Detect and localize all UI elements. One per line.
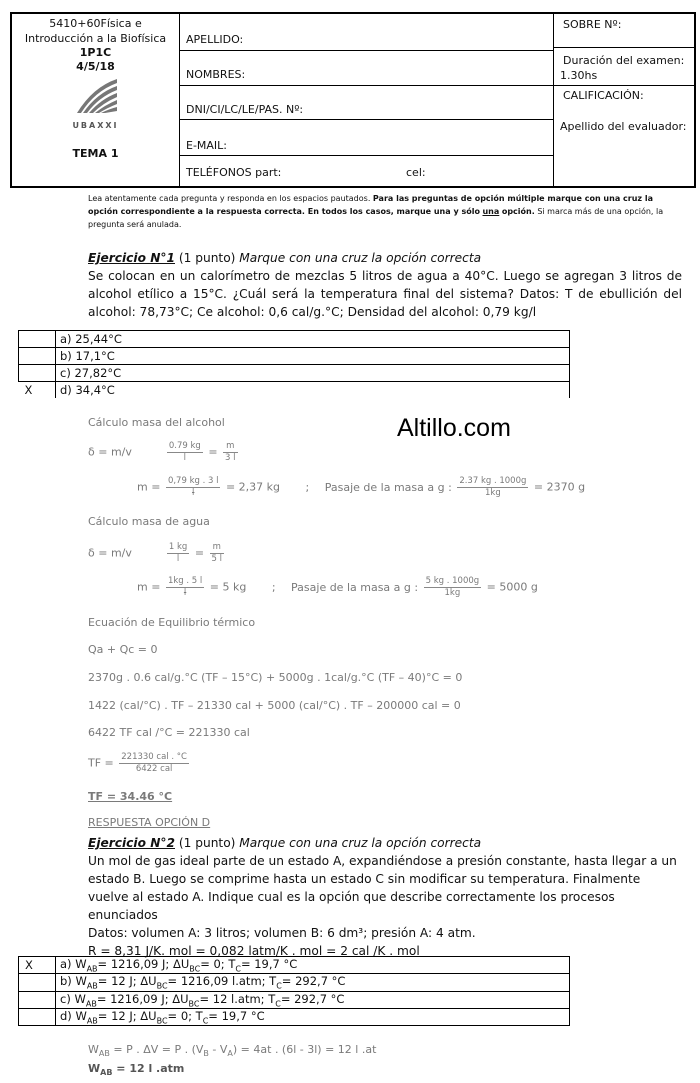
option-row[interactable] xyxy=(19,365,570,382)
nombres-field[interactable] xyxy=(180,51,553,86)
option-row[interactable] xyxy=(19,991,570,1008)
option-mark[interactable] xyxy=(19,974,56,991)
numerator: m xyxy=(210,542,224,554)
density-formula: δ = m/v xyxy=(88,546,132,560)
option-row[interactable] xyxy=(19,1008,570,1025)
instructions-text-2: Para las preguntas de opción múltiple marque con una cruz la opción correspondiente a la respuesta correcta. En todos los casos, marque una y sólo xyxy=(88,194,653,216)
fraction xyxy=(166,576,204,599)
course-name: 5410+60Física e Introducción a la Biofísica xyxy=(24,17,167,45)
option-text: b) 17,1°C xyxy=(56,348,570,365)
sobre-label: SOBRE Nº: xyxy=(563,18,622,31)
instructions-text-end: opción. xyxy=(501,207,535,216)
option-mark[interactable] xyxy=(19,348,56,365)
numerator: 0,79 kg . 3 l xyxy=(167,476,219,486)
equation-line: 6422 TF cal /°C = 221330 cal xyxy=(88,726,250,739)
fraction xyxy=(424,576,482,599)
exercise-1-title: Ejercicio N°1 xyxy=(88,251,175,265)
exercise-2-instruction: Marque con una cruz la opción correcta xyxy=(239,836,482,850)
exercise-1-instruction: Marque con una cruz la opción correcta xyxy=(239,251,482,265)
fraction xyxy=(167,542,189,565)
pasaje-label: Pasaje de la masa a g : xyxy=(291,580,419,594)
fraction xyxy=(167,441,203,464)
instructions-text-3: Si marca más de una opción, la pregunta será anulada. xyxy=(88,207,664,229)
answer-label: RESPUESTA OPCIÓN D xyxy=(88,816,211,829)
result-tf: TF = 34.46 °C xyxy=(88,790,173,803)
numerator: 0.79 kg xyxy=(168,441,201,451)
option-text: c) 27,82°C xyxy=(56,365,570,382)
pasaje-result: = 5000 g xyxy=(486,580,538,594)
exercise-2-title: Ejercicio N°2 xyxy=(88,836,175,850)
option-text: b) $W_{AB}= 12$ J; $\Delta U_{BC}= 1216,09$ l.atm; $T_C= 292,7$ °C xyxy=(56,974,570,991)
instructions xyxy=(88,192,684,231)
work-calculation: $W_{AB} = P$ . ΔV = P . $(V_B - V_A) = 4at$ . (6l - 3l) = 12 l .at xyxy=(88,1043,377,1059)
denominator: l xyxy=(176,554,180,564)
tema-label: TEMA 1 xyxy=(72,147,119,160)
separator: ; xyxy=(305,480,310,494)
watermark: Altillo.com xyxy=(397,414,511,442)
density-line-2: δ = m/v $\frac{1 kg}{l}$ = $\frac{m}{5 l}$ xyxy=(88,542,223,564)
header-right-column xyxy=(554,14,696,186)
email-field[interactable] xyxy=(180,120,553,156)
instructions-text-1: Lea atentamente cada pregunta y responda en los espacios pautados. xyxy=(88,194,371,203)
exercise-1-options xyxy=(18,330,570,398)
duracion-field xyxy=(554,48,696,86)
separator: ; xyxy=(271,580,276,594)
heading-masa-alcohol: Cálculo masa del alcohol xyxy=(88,416,225,429)
fraction xyxy=(119,752,189,775)
option-mark[interactable] xyxy=(19,331,56,348)
calificacion-field[interactable] xyxy=(554,86,696,186)
numerator: m xyxy=(223,441,237,453)
option-text: d) 34,4°C xyxy=(56,382,570,399)
calificacion-label: CALIFICACIÓN: xyxy=(563,89,644,102)
ubaxxi-logo-icon xyxy=(73,77,119,117)
option-text: a) 25,44°C xyxy=(56,331,570,348)
density-line-1 xyxy=(88,441,240,464)
fraction xyxy=(223,441,237,464)
option-row[interactable] xyxy=(19,382,570,399)
option-row[interactable] xyxy=(19,957,570,974)
mass-water-line xyxy=(137,576,538,599)
option-row[interactable] xyxy=(19,331,570,348)
fraction xyxy=(457,476,528,499)
density-formula: δ = m/v xyxy=(88,445,132,459)
exercise-2 xyxy=(88,834,682,960)
m-equals: m = xyxy=(137,480,161,494)
exercise-2-options xyxy=(18,956,570,1026)
exercise-1 xyxy=(88,249,682,321)
option-row[interactable] xyxy=(19,348,570,365)
option-text: d) $W_{AB}= 12$ J; $\Delta U_{BC}= 0$; $T_C= 19,7$ °C xyxy=(56,1008,570,1025)
duracion-value: 1.30hs xyxy=(560,69,598,82)
denominator: 6422 cal xyxy=(135,764,173,774)
dni-field[interactable] xyxy=(180,86,553,120)
mass-result: = 5 kg xyxy=(209,580,247,594)
evaluador-label: Apellido del evaluador: xyxy=(560,120,687,133)
nombres-label: NOMBRES: xyxy=(186,68,246,81)
equation-line: 1422 (cal/°C) . TF – 21330 cal + 5000 (cal/°C) . TF – 200000 cal = 0 xyxy=(88,699,461,712)
option-mark[interactable] xyxy=(19,365,56,382)
header-left-column xyxy=(12,14,180,186)
email-label: E-MAIL: xyxy=(186,139,228,152)
m-equals: m = xyxy=(137,580,161,594)
equation-line: Qa + Qc = 0 xyxy=(88,643,158,656)
exercise-1-points: (1 punto) xyxy=(178,251,236,265)
cel-label: cel: xyxy=(406,166,426,179)
header-middle-column xyxy=(180,14,554,186)
exercise-1-text: Se colocan en un calorímetro de mezclas 5 litros de agua a 40°C. Luego se agregan 3 litros de alcohol etílico a 15°C. ¿Cuál será la temperatura final del sistema? Datos: T de ebullición del alcohol: 78,73°C; Ce alcohol: 0,6 cal/g.°C; Densidad del alcohol: 0,79 kg/l xyxy=(88,269,682,319)
denominator: 5 l xyxy=(211,554,223,564)
apellido-field[interactable] xyxy=(180,14,553,51)
option-mark[interactable] xyxy=(19,991,56,1008)
numerator: 5 kg . 1000g xyxy=(425,576,480,586)
equals: = xyxy=(208,445,218,459)
mass-alcohol-line xyxy=(137,476,585,499)
numerator: 2.37 kg . 1000g xyxy=(459,476,527,486)
pasaje-result: = 2370 g xyxy=(533,480,586,494)
header-box xyxy=(10,12,696,188)
tf-equals: TF = xyxy=(88,756,114,770)
exercise-2-points: (1 punto) xyxy=(178,836,236,850)
exercise-2-text: Un mol de gas ideal parte de un estado A, expandiéndose a presión constante, hasta llegar a un estado B. Luego se comprime hasta un estado C sin modificar su temperatura. Finalmente vuelve al estado A. Indique cual es la opción que describe correctamente los procesos enunciados xyxy=(88,854,677,922)
numerator: 1kg . 5 l xyxy=(167,576,203,586)
fraction xyxy=(166,476,221,499)
denominator: 1kg xyxy=(444,588,461,598)
denominator: l xyxy=(183,588,187,598)
denominator: l xyxy=(192,488,195,498)
option-mark[interactable]: X xyxy=(19,957,56,974)
option-mark[interactable] xyxy=(19,1008,56,1025)
heading-masa-agua: Cálculo masa de agua xyxy=(88,515,210,528)
instructions-underlined: una xyxy=(482,207,500,216)
exercise-2-datos: Datos: volumen A: 3 litros; volumen B: 6 dm³; presión A: 4 atm. xyxy=(88,926,476,940)
sobre-field[interactable] xyxy=(554,14,696,48)
mass-result: = 2,37 kg xyxy=(225,480,281,494)
option-text: a) $W_{AB}= 1216,09$ J; $\Delta U_{BC}= 0$; $T_C= 19,7$ °C xyxy=(56,957,570,974)
exam-date: 4/5/18 xyxy=(76,60,115,73)
fraction xyxy=(210,542,224,565)
course-code: 1P1C xyxy=(79,46,112,59)
numerator: 221330 cal . °C xyxy=(121,752,187,762)
heading-equilibrio: Ecuación de Equilibrio térmico xyxy=(88,616,256,629)
equation-line: 2370g . 0.6 cal/g.°C (TF – 15°C) + 5000g . 1cal/g.°C (TF – 40)°C = 0 xyxy=(88,671,463,684)
ubaxxi-logo-text: UBAXXI xyxy=(72,121,119,130)
dni-label: DNI/CI/LC/LE/PAS. Nº: xyxy=(186,103,304,116)
numerator: 1 kg xyxy=(168,542,188,552)
duracion-label: Duración del examen: xyxy=(563,54,685,67)
option-text: c) $W_{AB}= 1216,09$ J; $\Delta U_{BC}= 12$ l.atm; $T_C= 292,7$ °C xyxy=(56,991,570,1008)
pasaje-label: Pasaje de la masa a g : xyxy=(324,480,452,494)
option-row[interactable] xyxy=(19,974,570,991)
telefonos-label: TELÉFONOS part: xyxy=(186,166,282,179)
denominator: l xyxy=(183,453,187,463)
telefonos-field[interactable] xyxy=(180,156,553,186)
denominator: 3 l xyxy=(225,453,236,463)
tf-fraction-line xyxy=(88,752,191,775)
denominator: 1kg xyxy=(484,488,501,498)
work-result: $W_{AB} = 12$ l .atm xyxy=(88,1062,185,1078)
option-mark[interactable]: X xyxy=(19,382,56,399)
exercise-2-constant-r: R = 8,31 J/K. mol = 0,082 latm/K . mol = 2 cal /K . mol xyxy=(88,944,420,958)
apellido-label: APELLIDO: xyxy=(186,33,244,46)
